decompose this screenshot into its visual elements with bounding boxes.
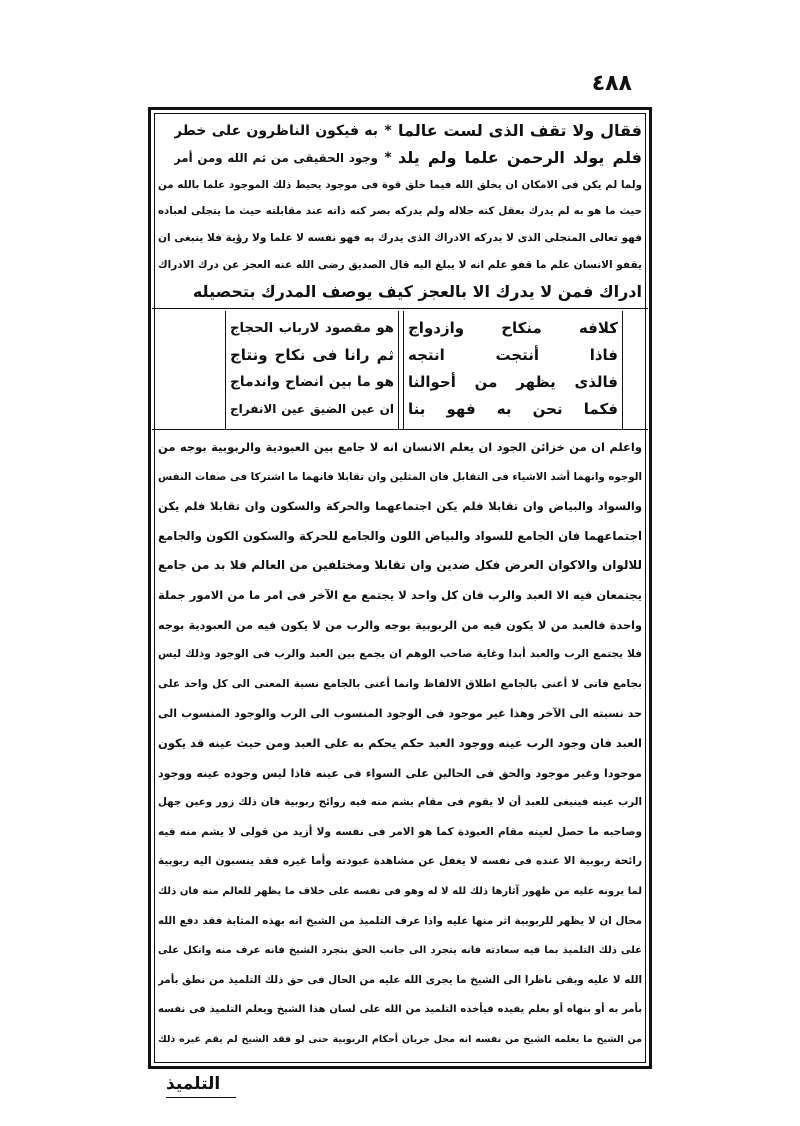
- section-divider: [152, 429, 648, 430]
- text-line: موجودا وغير موجود والحق فى الحالين على السواء فى عينه فاذا ليس وجوده عينه ووجود: [158, 766, 642, 780]
- section-divider: [152, 308, 648, 309]
- text-line: للالوان والاكوان العرض فكل ضدين وان تقابلا ومختلفين من العالم فلا بد من جامع: [158, 558, 642, 573]
- text-line: يجتمعان فيه الا العبد والرب فان كل واحد لا يجتمع مع الآخر فى امر ما من الامور جملة: [158, 587, 642, 602]
- verse-first-hemistich: فقال ولا تقف الذى لست عالما: [398, 121, 642, 140]
- verse-second-hemistich: به فيكون الناظرون على خطر: [174, 123, 378, 139]
- text-line: واعلم ان من خزائن الجود ان يعلم الانسان انه لا جامع بين العبودية والربوبية بوجه من: [158, 440, 642, 454]
- poem-line: هو ما بين انضاح واندماج: [230, 374, 394, 390]
- text-line: على ذلك التلميذ بما فيه سعادته فانه يتجرد الى جانب الحق بتجرد الشيخ فانه عرف منه واتكل على: [158, 945, 642, 957]
- text-line: لما يرونه عليه من ظهور آثارها ذلك لله لا له وهو فى نفسه على خلاف ما يظهر للعالم منه فان ذلك: [158, 885, 642, 897]
- text-line: العبد فان وجود الرب عينه ووجود العبد حكم يحكم به على العبد ومن حيث عينه قد يكون: [158, 735, 642, 750]
- page-number: ٤٨٨: [591, 71, 632, 96]
- text-line: حد نسبته الى الآخر وهذا غير موجود فى الوجود المنسوب الى الرب والوجود المنسوب الى: [158, 707, 642, 721]
- poem-left-column: [225, 311, 399, 429]
- text-line: وصاحبه ما حصل لعينه مقام العبودة كما هو الامر فى نفسه ولا أزيد من قولى لا يشم منه فيه: [158, 825, 642, 838]
- verse-separator: *: [384, 149, 392, 166]
- text-line: الوجوه وانهما أشد الاشياء فى التقابل فان المثلين وان تقابلا فانهما ما اشتركا فى صفات النفس: [158, 470, 642, 483]
- text-line: والسواد والبياض وان تقابلا فلم يكن اجتماعهما والحركة والسكون وان تقابلا فلم يكن: [158, 499, 642, 514]
- text-line: بجامع فانى لا أعنى بالجامع اطلاق الالفاظ وانما أعنى بالجامع نسبة المعنى الى كل واحد على: [158, 677, 642, 690]
- text-line: رائحة ربوبية الا عنده فى نفسه لا يغفل عن مشاهدة عبودته وأما غيره فقد ينسبون اليه ربوبية: [158, 855, 642, 868]
- poem-line: فالذى يظهر من أحوالنا: [408, 373, 618, 391]
- text-line: الرب عينه فينبغى للعبد أن لا يقوم فى مقام يشم منه فيه روائح ربوبية فان ذلك زور وعين جهل: [158, 796, 642, 809]
- verse-line: [158, 145, 642, 172]
- text-line: ولما لم يكن فى الامكان ان يخلق الله فيما خلق قوة فى موجود يحيط ذلك الموجود علما بالله من: [158, 178, 642, 191]
- poem-line: ان عين الضيق عين الانفراج: [230, 402, 394, 416]
- text-line: محال ان لا يظهر للربوبية اثر منها عليه واذا عرف التلميذ من الشيخ انه بهذه المثابة فقد دفع الله: [158, 914, 642, 927]
- poem-line: كلافه منكاح وازدواج: [408, 319, 618, 337]
- text-line: اجتماعهما فان الجامع للسواد والبياض اللون والجامع للحركة والسكون الكون والجامع: [158, 528, 642, 543]
- verse-separator: *: [384, 123, 392, 139]
- text-line: فهو تعالى المتجلى الذى لا يدركه الادراك الذى يدرك به فهو نفسه لا علما ولا رؤية فلا ينبغى ان: [158, 232, 642, 245]
- poem-line: هو مقصود لارباب الحجاج: [230, 321, 394, 336]
- poem-line: فاذا أنتجت انتجه: [408, 346, 618, 364]
- text-line: واحدة فالعبد من لا يكون فيه من الربوبية بوجه والرب من لا يكون فيه من العبودية بوجه: [158, 618, 642, 632]
- text-line: من الشيخ ما يعلمه الشيخ من نفسه انه محل جريان أحكام الربوبية حتى لو فقد الشيخ لم يقم غيره ذلك: [158, 1033, 642, 1045]
- text-line: يقفو الانسان علم ما قفو علم انه لا يبلغ اليه قال الصديق رضى الله عنه العجز عن درك الادراك: [158, 258, 642, 271]
- text-line: حيث ما هو به لم يدرك بعقل كنه جلاله ولم يدركه بصر كنه ذاته عند مقابلته حيث ما يتجلى لعباده: [158, 205, 642, 218]
- catchword: التلميذ: [166, 1071, 236, 1098]
- verse-second-hemistich: وجود الحقيقى من ثم الله ومن أمر: [174, 150, 378, 165]
- main-prose-section: [158, 433, 642, 1054]
- text-line-last: ادراك فمن لا يدرك الا بالعجز كيف يوصف المدرك بتحصيله: [192, 281, 642, 301]
- text-line: فلا يجتمع الرب والعبد أبدا وغاية صاحب الوهم ان يجمع بين العبد والرب فى الوجود وذلك ليس: [158, 648, 642, 661]
- verse-first-hemistich: فلم يولد الرحمن علما ولم يلد: [398, 147, 642, 167]
- poem-right-column: [403, 311, 623, 429]
- poem-line: فكما نحن به فهو بنا: [408, 400, 618, 418]
- opening-section: [158, 118, 642, 306]
- text-line: الله لا عليه وبقى ناظرا الى الشيخ ما يجرى الله عليه من الحال فى حق ذلك التلميذ من نطق بأمر: [158, 973, 642, 986]
- verse-line: [158, 118, 642, 145]
- poem-line: ثم رانا فى نكاح ونتاج: [230, 346, 394, 364]
- text-line: بأمر به أو بنهاه أو بعلم يفيده فيأخذه التلميذ من الله على لسان هذا الشيخ ويعلم التلميذ فى نفسه: [158, 1004, 642, 1016]
